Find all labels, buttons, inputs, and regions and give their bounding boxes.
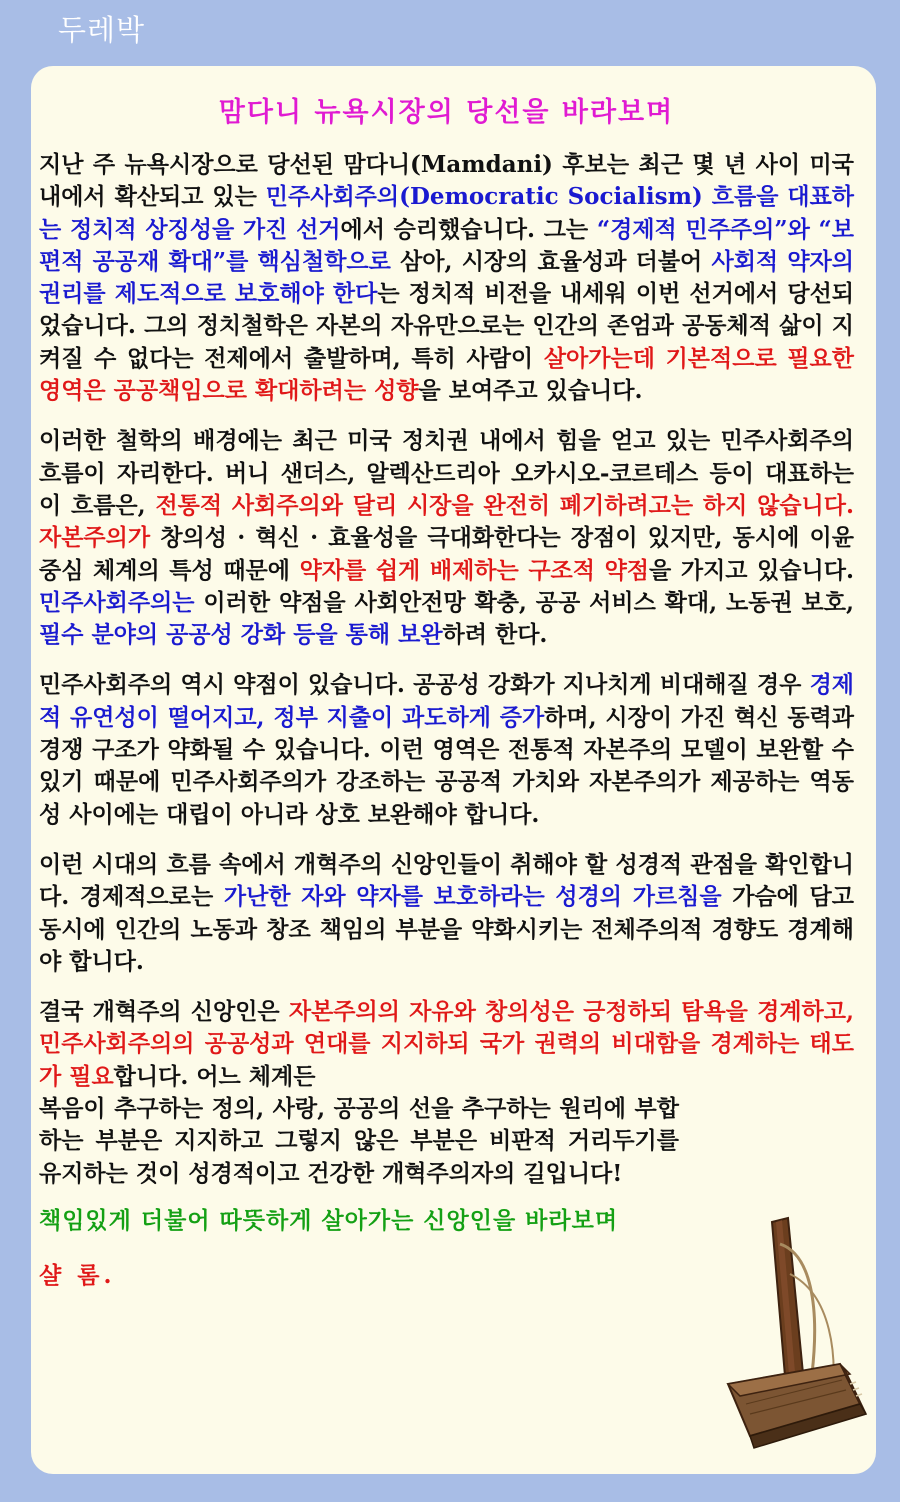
p2-emphasis-blue: 필수 분야의 공공성 강화 등을 통해 보완	[39, 621, 443, 649]
p2-emphasis-blue: 민주사회주의는	[39, 588, 195, 616]
p5-continuation: 복음이 추구하는 정의, 사랑, 공공의 선을 추구하는 원리에 부합하는 부분은 지지하고 그렇지 않은 부분은 비판적 거리두기를 유지하는 것이 성경적이고 건강한 개혁주의자의 길입니다!	[39, 1095, 679, 1187]
p5-text: 합니다. 어느 체계든	[113, 1062, 316, 1090]
p1-text: 을 보여주고 있습니다.	[418, 377, 643, 405]
p1-text: 삼아, 시장의 효율성과 더불어	[390, 247, 712, 275]
wooden-well-bucket-icon	[720, 1214, 870, 1454]
p1-text: 에서 승리했습니다. 그는	[340, 215, 597, 243]
signature: 샬 롬.	[39, 1261, 116, 1289]
p2-text: 이러한 철학의 배경에는 최근 미국 정치권 내에서 힘을 얻고 있는 민주사회주의 흐름이 자리한다. 버니 샌더스, 알렉산드리아 오카시오-코르테스 등이 대표하는 이 흐름은,	[39, 427, 854, 519]
p2-text: 창의성 · 혁신 · 효율성을 극대화한다는 장점이 있지만, 동시에 이윤중심 체계의 특성 때문에	[39, 524, 854, 584]
p5-text: 결국 개혁주의 신앙인은	[39, 998, 289, 1026]
p4-text: 가슴에 담고 동시에 인간의 노동과 창조 책임의 부분을 약화시키는 전체주의적 경향도 경계해야 합니다.	[39, 883, 854, 975]
article-card	[31, 66, 876, 1474]
p5-emphasis-red: 자본주의의 자유와 창의성은 긍정하되 탐욕을 경계하고, 민주사회주의의 공공성과 연대를 지지하되 국가 권력의 비대함을 경계하는 태도가 필요	[39, 998, 855, 1090]
p1-emphasis-red: 살아가는데 기본적으로 필요한 영역은 공공책임으로 확대하려는 성향	[39, 344, 854, 405]
paragraph-3	[39, 669, 854, 830]
p3-text: 하며, 시장이 가진 혁신 동력과 경쟁 구조가 약화될 수 있습니다. 이런 영역은 전통적 자본주의 모델이 보완할 수 있기 때문에 민주사회주의가 강조하는 공공적 가치와 자본주의가 제공하는 역동성 사이에는 대립이 아니라 상호 보완해야 합니다.	[39, 703, 854, 828]
article-title: 맘다니 뉴욕시장의 당선을 바라보며	[218, 97, 675, 128]
paragraph-2	[39, 425, 854, 651]
paragraph-4	[39, 849, 854, 978]
closing-line: 책임있게 더불어 따뜻하게 살아가는 신앙인을 바라보며	[39, 1206, 619, 1234]
p1-text: 는 정치적 비전을 내세워 이번 선거에서 당선되었습니다. 그의 정치철학은 자본의 자유만으로는 인간의 존엄과 공동체적 삶이 지켜질 수 없다는 전제에서 출발하며, 특히 사람이	[39, 280, 855, 372]
p2-text: 하려 한다.	[442, 621, 548, 649]
p1-emphasis-blue: “경제적 민주주의”와 “보편적 공공재 확대”를 핵심철학으로	[39, 215, 854, 275]
paragraph-1	[39, 149, 854, 407]
p3-emphasis-blue: 경제적 유연성이 떨어지고, 정부 지출이 과도하게 증가	[39, 671, 854, 731]
p1-emphasis-blue: 민주사회주의(Democratic Socialism) 흐름을 대표하는 정치적 상징성을 가진 선거	[39, 183, 855, 243]
p2-text: 이러한 약점을 사회안전망 확충, 공공 서비스 확대, 노동권 보호,	[194, 588, 854, 616]
p2-emphasis-red: 전통적 사회주의와 달리 시장을 완전히 폐기하려고는 하지 않습니다. 자본주의가	[39, 491, 854, 552]
p2-emphasis-red: 약자를 쉽게 배제하는 구조적 약점	[299, 556, 650, 584]
p1-emphasis-blue: 사회적 약자의 권리를 제도적으로 보호해야 한다	[39, 247, 854, 308]
p4-text: 이런 시대의 흐름 속에서 개혁주의 신앙인들이 취해야 할 성경적 관점을 확인합니다. 경제적으로는	[39, 850, 854, 911]
header-label: 두레박	[58, 13, 146, 47]
p1-text: 지난 주 뉴욕시장으로 당선된 맘다니(Mamdani) 후보는 최근 몇 년 사이 미국 내에서 확산되고 있는	[39, 151, 854, 211]
p2-text: 을 가지고 있습니다.	[649, 556, 854, 584]
p4-emphasis-blue: 가난한 자와 약자를 보호하라는 성경의 가르침을	[223, 883, 722, 911]
p3-text: 민주사회주의 역시 약점이 있습니다. 공공성 강화가 지나치게 비대해질 경우	[39, 671, 810, 699]
paragraph-5	[39, 996, 854, 1190]
